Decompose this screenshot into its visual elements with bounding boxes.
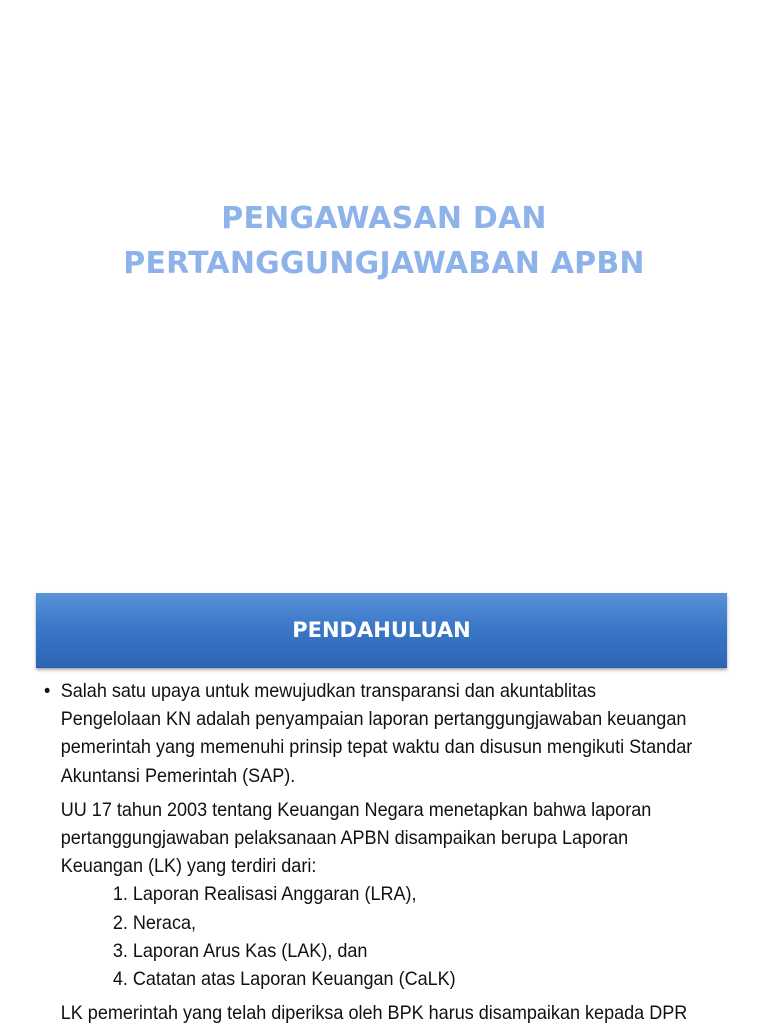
- section-header-label: PENDAHULUAN: [292, 618, 471, 642]
- lk-paragraph: [61, 999, 695, 1027]
- uu-line-3: Keuangan (LK) yang terdiri dari:: [60, 855, 317, 878]
- list-item: 2. Neraca,: [112, 911, 197, 934]
- bullet-line-2: Pengelolaan KN adalah penyampaian laporan pertanggungjawaban keuangan: [60, 708, 687, 731]
- uu-line-2: pertanggungjawaban pelaksanaan APBN disampaikan berupa Laporan: [60, 827, 629, 850]
- report-list: [44, 880, 695, 993]
- lk-line-1: LK pemerintah yang telah diperiksa oleh BPK harus disampaikan kepada DPR: [60, 1002, 688, 1025]
- slide-body: [44, 677, 695, 1027]
- bullet-paragraph: [44, 677, 695, 790]
- list-item: 4. Catatan atas Laporan Keuangan (CaLK): [112, 968, 456, 991]
- list-item: 1. Laporan Realisasi Anggaran (LRA),: [112, 883, 417, 906]
- bullet-line-4: Akuntansi Pemerintah (SAP).: [60, 764, 296, 787]
- bullet-line-3: pemerintah yang memenuhi prinsip tepat waktu dan disusun mengikuti Standar: [60, 736, 693, 759]
- section-header-bar: [36, 593, 727, 668]
- slide-title-line-1: PENGAWASAN DAN: [221, 201, 547, 236]
- slide-title: [0, 196, 768, 286]
- bullet-line-1: Salah satu upaya untuk mewujudkan transparansi dan akuntablitas: [60, 680, 597, 702]
- uu-paragraph: [61, 796, 695, 881]
- uu-line-1: UU 17 tahun 2003 tentang Keuangan Negara menetapkan bahwa laporan: [60, 798, 652, 821]
- list-item: 3. Laporan Arus Kas (LAK), dan: [112, 939, 368, 962]
- bullet-icon: •: [44, 680, 51, 702]
- slide-title-line-2: PERTANGGUNGJAWABAN APBN: [123, 246, 645, 281]
